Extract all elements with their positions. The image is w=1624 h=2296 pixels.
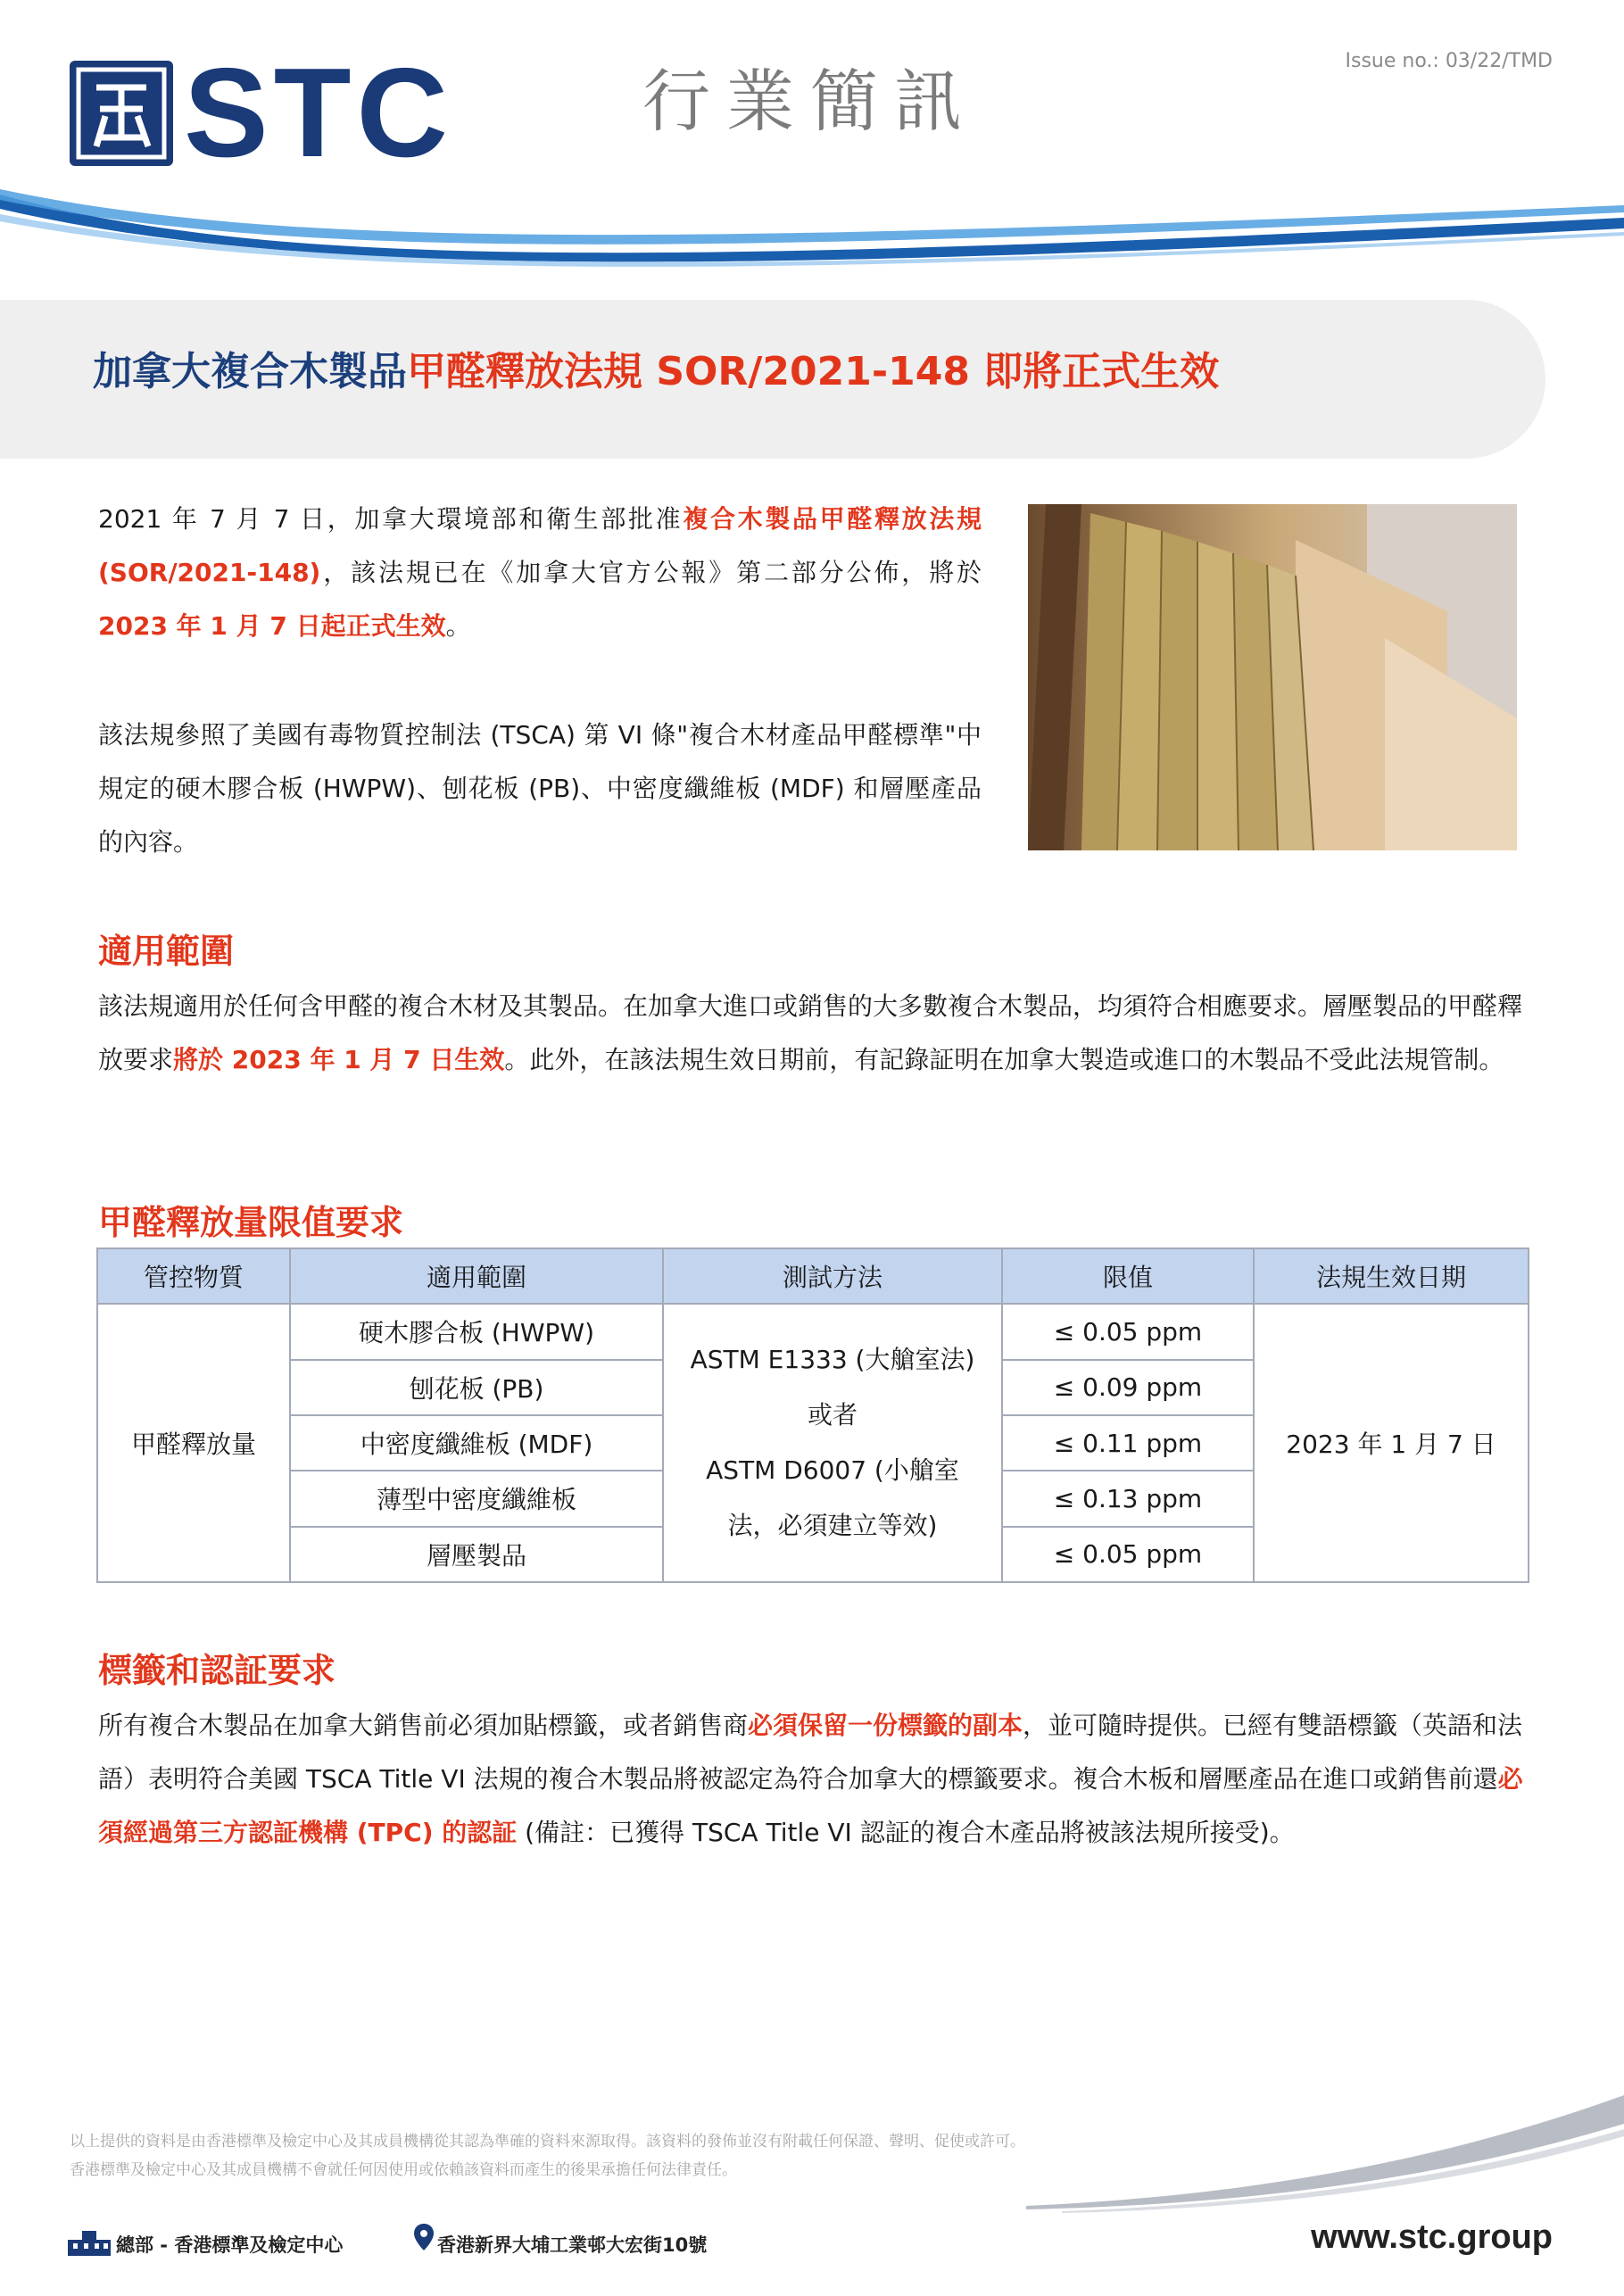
headline-part2: 甲醛釋放法規 SOR/2021-148 即將正式生效 xyxy=(407,349,1220,394)
limit-value-cell: ≤ 0.13 ppm xyxy=(1002,1471,1254,1526)
regulation-name-highlight: 複合木製品甲醛釋放法規 (SOR/2021-148) xyxy=(98,504,982,587)
label-copy-highlight: 必須保留一份標籤的副本 xyxy=(748,1711,1023,1740)
product-cell: 硬木膠合板 (HWPW) xyxy=(290,1304,663,1359)
limits-heading: 甲醛釋放量限值要求 xyxy=(98,1203,404,1242)
header-swoosh-decoration xyxy=(0,170,1624,268)
disclaimer-line: 以上提供的資料是由香港標準及檢定中心及其成員機構從其認為準確的資料來源取得。該資料的發佈並沒有附載任何保證、聲明、促使或許可。 xyxy=(70,2133,1025,2151)
formaldehyde-limits-table xyxy=(96,1247,1529,1583)
product-cell: 刨花板 (PB) xyxy=(290,1360,663,1415)
intro-paragraph-2: 該法規參照了美國有毒物質控制法 (TSCA) 第 VI 條"複合木材產品甲醛標準"中規定的硬木膠合板 (HWPW)、刨花板 (PB)、中密度纖維板 (MDF) 和層壓產品的內容。 xyxy=(98,720,982,857)
labeling-text: ，並可隨時提供。已經有雙語標籤（英語和法語）表明符合美國 TSCA Title VI 法規的複合木製品將被認定為符合加拿大的標籤要求。複合木板和層壓產品在進口或銷售前還 xyxy=(98,1711,1523,1794)
scope-text: 。此外，在該法規生效日期前，有記錄証明在加拿大製造或進口的木製品不受此法規管制。 xyxy=(504,1045,1504,1074)
scope-text: 該法規適用於任何含甲醛的複合木材及其製品。在加拿大進口或銷售的大多數複合木製品，均須符合相應要求。層壓製品的甲醛釋放要求 xyxy=(98,991,1523,1074)
intro-text: 2021 年 7 月 7 日，加拿大環境部和衛生部批准 xyxy=(98,504,684,534)
headquarters-building-icon xyxy=(66,2227,112,2258)
website-link[interactable]: www.stc.group xyxy=(1311,2218,1553,2256)
wood-panels-photo xyxy=(1028,504,1517,850)
stc-logo-text: STC xyxy=(184,42,453,184)
test-method-line: ASTM E1333 (大艙室法) xyxy=(690,1345,975,1375)
column-header: 法規生效日期 xyxy=(1254,1248,1529,1304)
scope-paragraph xyxy=(98,980,1526,1087)
labeling-paragraph xyxy=(98,1699,1526,1860)
test-method-line: 法，必須建立等效) xyxy=(727,1511,938,1541)
address: 香港新界大埔工業邨大宏街10號 xyxy=(437,2234,708,2256)
test-method-line: 或者 xyxy=(807,1400,858,1430)
substance-cell: 甲醛釋放量 xyxy=(97,1304,290,1582)
disclaimer-line: 香港標準及檢定中心及其成員機構不會就任何因使用或依賴該資料而產生的後果承擔任何法律責任。 xyxy=(70,2161,737,2179)
tpc-certification-highlight: 必須經過第三方認証機構 (TPC) 的認証 xyxy=(98,1764,1523,1847)
table-row xyxy=(97,1304,1529,1359)
stc-emblem-icon xyxy=(70,61,173,166)
limit-value-cell: ≤ 0.05 ppm xyxy=(1002,1527,1254,1582)
stc-logo-mark xyxy=(70,61,173,166)
headquarters-label: 總部 - 香港標準及檢定中心 xyxy=(116,2234,344,2256)
product-cell: 中密度纖維板 (MDF) xyxy=(290,1415,663,1471)
headline-part1: 加拿大複合木製品 xyxy=(93,349,407,394)
limit-value-cell: ≤ 0.05 ppm xyxy=(1002,1304,1254,1359)
column-header: 適用範圍 xyxy=(290,1248,663,1304)
product-cell: 薄型中密度纖維板 xyxy=(290,1471,663,1526)
intro-text: ，該法規已在《加拿大官方公報》第二部分公佈，將於 xyxy=(320,558,982,587)
test-method-cell xyxy=(663,1304,1002,1582)
column-header: 管控物質 xyxy=(97,1248,290,1304)
table-header-row xyxy=(97,1248,1529,1304)
column-header: 測試方法 xyxy=(663,1248,1002,1304)
test-method-line: ASTM D6007 (小艙室 xyxy=(706,1455,959,1486)
article-headline xyxy=(93,341,1219,403)
newsletter-title: 行業簡訊 xyxy=(642,62,978,141)
product-cell: 層壓製品 xyxy=(290,1527,663,1582)
effective-date-highlight: 2023 年 1 月 7 日起正式生效 xyxy=(98,611,446,641)
scope-heading: 適用範圍 xyxy=(98,932,235,971)
footer-swoosh-decoration xyxy=(1026,2088,1624,2213)
effective-date-cell: 2023 年 1 月 7 日 xyxy=(1254,1304,1529,1582)
labeling-heading: 標籤和認証要求 xyxy=(98,1651,336,1690)
labeling-text: 所有複合木製品在加拿大銷售前必須加貼標籤，或者銷售商 xyxy=(98,1711,749,1740)
labeling-text: (備註：已獲得 TSCA Title VI 認証的複合木產品將被該法規所接受)。 xyxy=(517,1818,1295,1847)
limit-value-cell: ≤ 0.11 ppm xyxy=(1002,1415,1254,1471)
disclaimer xyxy=(70,2127,1025,2184)
issue-number: Issue no.: 03/22/TMD xyxy=(1345,50,1553,72)
location-pin-icon xyxy=(414,2224,434,2250)
intro-paragraph-1 xyxy=(98,493,982,653)
limit-value-cell: ≤ 0.09 ppm xyxy=(1002,1360,1254,1415)
laminate-date-highlight: 將於 2023 年 1 月 7 日生效 xyxy=(173,1045,505,1074)
column-header: 限值 xyxy=(1002,1248,1254,1304)
intro-text: 。 xyxy=(445,611,471,641)
